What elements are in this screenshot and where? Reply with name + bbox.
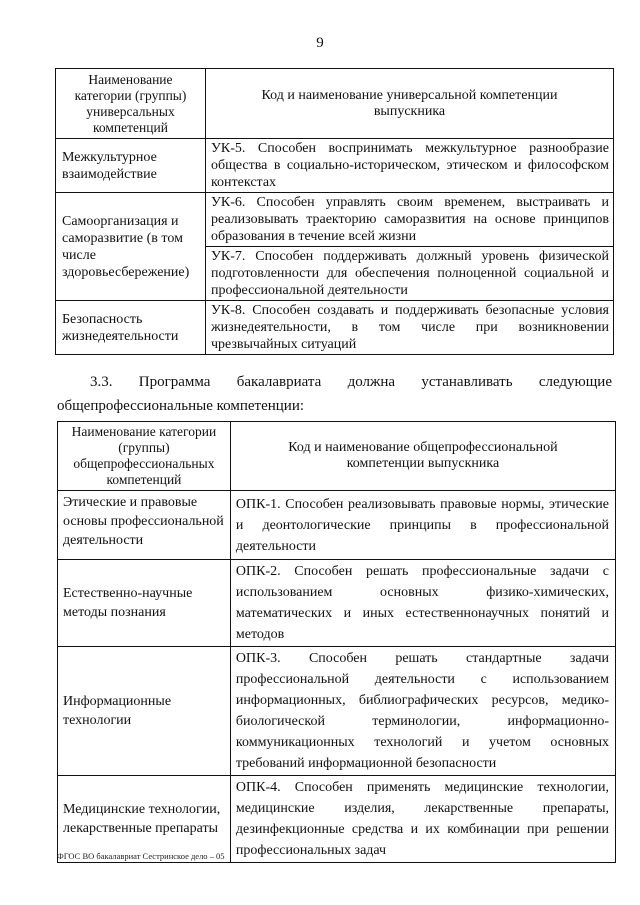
category-cell: Естественно-научные методы познания bbox=[58, 560, 231, 647]
competence-cell: УК-8. Способен создавать и поддерживать безопасные условия жизнедеятельности, в том числе при возникновении чрезвычайных ситуаций bbox=[205, 301, 613, 355]
header-code: Код и наименование общепрофессиональной компетенции выпускника bbox=[230, 422, 615, 491]
table-row bbox=[56, 193, 614, 247]
table-row bbox=[56, 139, 614, 193]
competence-cell: УК-6. Способен управлять своим временем, выстраивать и реализовывать траекторию саморазвития на основе принципов образования в течение всей жизни bbox=[205, 193, 613, 247]
table-header-row bbox=[58, 422, 616, 491]
competence-cell: ОПК-4. Способен применять медицинские технологии, медицинские изделия, лекарственные препараты, дезинфекционные средства и их комбинации при решении профессиональных задач bbox=[230, 776, 615, 863]
category-cell: Безопасность жизнедеятельности bbox=[56, 301, 206, 355]
table-row bbox=[58, 647, 616, 776]
paragraph-word: устанавливать bbox=[421, 374, 513, 390]
header-category: Наименование категории (группы) универсальных компетенций bbox=[56, 69, 206, 139]
footer: ФГОС ВО бакалавриат Сестринское дело – 05 bbox=[57, 851, 225, 861]
universal-competencies-table bbox=[55, 68, 614, 355]
table-row bbox=[58, 560, 616, 647]
table-header-row bbox=[56, 69, 614, 139]
competence-cell: УК-5. Способен воспринимать межкультурное разнообразие общества в социально-историческом, этическом и философском контекстах bbox=[205, 139, 613, 193]
paragraph-line-1 bbox=[90, 374, 612, 391]
page-number: 9 bbox=[316, 35, 324, 51]
competence-cell: ОПК-2. Способен решать профессиональные задачи с использованием основных физико-химических, математических и иных естественнонаучных понятий и методов bbox=[230, 560, 615, 647]
paragraph-word: бакалавриата bbox=[236, 374, 322, 390]
competence-cell: УК-7. Способен поддерживать должный уровень физической подготовленности для обеспечения полноценной социальной и профессиональной деятельности bbox=[205, 247, 613, 301]
table-row bbox=[58, 776, 616, 863]
category-cell: Информационные технологии bbox=[58, 647, 231, 776]
paragraph-word: следующие bbox=[538, 374, 612, 390]
category-cell: Медицинские технологии, лекарственные препараты bbox=[58, 776, 231, 863]
paragraph-line-2: общепрофессиональные компетенции: bbox=[57, 398, 305, 414]
table-row bbox=[56, 301, 614, 355]
paragraph-word: 3.3. bbox=[90, 374, 113, 390]
competence-cell: ОПК-1. Способен реализовывать правовые нормы, этические и деонтологические принципы в профессиональной деятельности bbox=[230, 491, 615, 560]
category-cell: Этические и правовые основы профессиональной деятельности bbox=[58, 491, 231, 560]
paragraph-word: должна bbox=[347, 374, 396, 390]
category-cell: Межкультурное взаимодействие bbox=[56, 139, 206, 193]
paragraph-word: Программа bbox=[138, 374, 211, 390]
competence-cell: ОПК-3. Способен решать стандартные задачи профессиональной деятельности с использованием информационных, библиографических ресурсов, медико-биологической терминологии, информационно-коммуникационных технологий и учетом основных требований информационной безопасности bbox=[230, 647, 615, 776]
header-code: Код и наименование универсальной компетенции выпускника bbox=[205, 69, 613, 139]
table-row bbox=[58, 491, 616, 560]
header-category: Наименование категории (группы) общепрофессиональных компетенций bbox=[58, 422, 231, 491]
general-professional-competencies-table bbox=[57, 421, 616, 863]
category-cell: Самоорганизация и саморазвитие (в том числе здоровьесбережение) bbox=[56, 193, 206, 301]
